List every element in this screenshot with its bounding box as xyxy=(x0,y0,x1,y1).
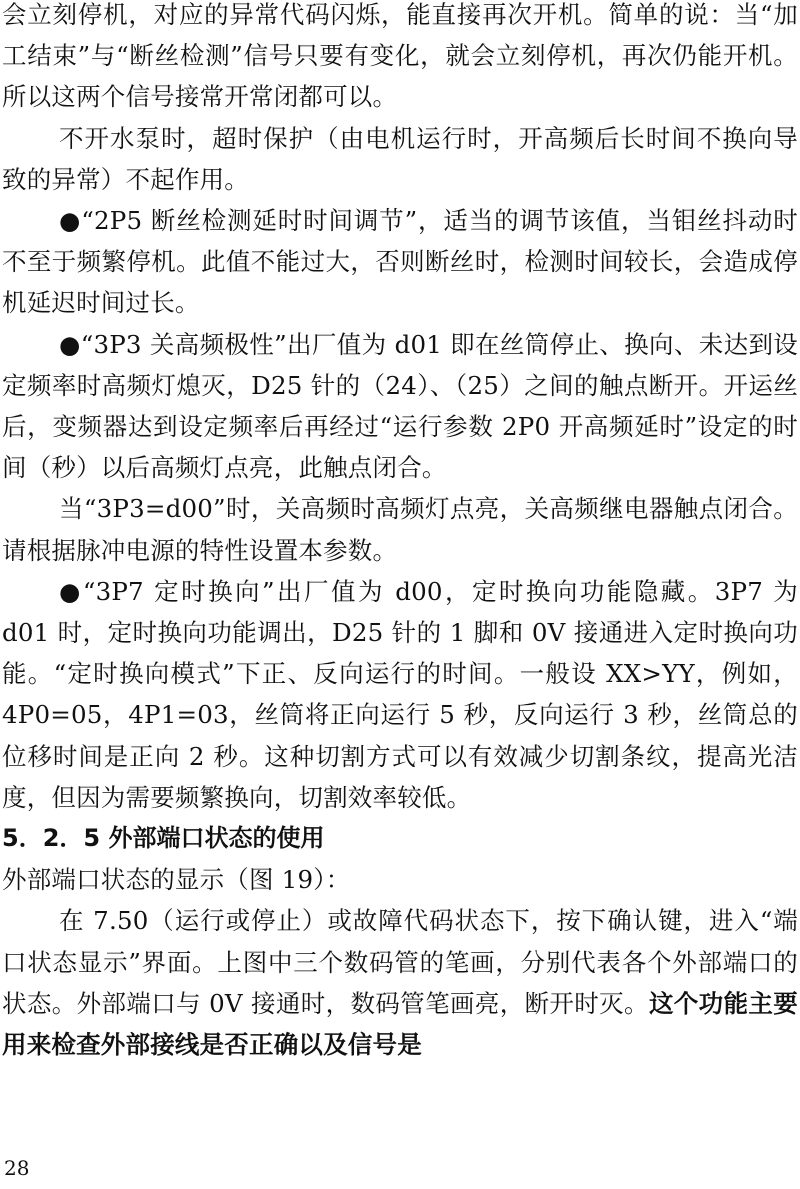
port-status-text: 在 7.50（运行或停止）或故障代码状态下，按下确认键，进入“端口状态显示”界面。上图中三个数码管的笔画，分别代表各个外部端口的状态。外部端口与 0V 接通时，数码管笔画亮，断开时灭。 xyxy=(2,906,798,1018)
paragraph-3p7-timed-reverse: ●“3P7 定时换向”出厂值为 d00，定时换向功能隐藏。3P7 为 d01 时，定时换向功能调出，D25 针的 1 脚和 0V 接通进入定时换向功能。“定时换向模式”下正、反向运行的时间。一般设 XX>YY，例如，4P0=05，4P1=03，丝筒将正向运行 5 秒，反向运行 3 秒，丝筒总的位移时间是正向 2 秒。这种切割方式可以有效减少切割条纹，提高光洁度，但因为需要频繁换向，切割效率较低。 xyxy=(2,576,798,812)
document-page xyxy=(2,0,798,1189)
paragraph-3p3-d00: 当“3P3=d00”时，关高频时高频灯点亮，关高频继电器触点闭合。请根据脉冲电源的特性设置本参数。 xyxy=(2,494,798,565)
section-heading: 5．2．5 外部端口状态的使用 xyxy=(2,824,325,853)
section-intro: 外部端口状态的显示（图 19）： xyxy=(2,865,351,895)
paragraph-continued: 会立刻停机，对应的异常代码闪烁，能直接再次开机。简单的说：当“加工结束”与“断丝检测”信号只要有变化，就会立刻停机，再次仍能开机。所以这两个信号接常开常闭都可以。 xyxy=(2,0,798,112)
paragraph-2p5-wire-break-delay: ●“2P5 断丝检测延时时间调节”，适当的调节该值，当钼丝抖动时不至于频繁停机。此值不能过大，否则断丝时，检测时间较长，会造成停机延迟时间过长。 xyxy=(2,206,798,318)
paragraph-port-status xyxy=(2,900,798,1065)
port-status-bold-text: 这个功能主要用来检查外部接线是否正确以及信号是 xyxy=(2,988,798,1060)
page-number: 28 xyxy=(4,1156,30,1180)
paragraph-3p3-hf-polarity: ●“3P3 关高频极性”出厂值为 d01 即在丝筒停止、换向、未达到设定频率时高频灯熄灭，D25 针的（24）、（25）之间的触点断开。开运丝后，变频器达到设定频率后再经过“运行参数 2P0 开高频延时”设定的时间（秒）以后高频灯点亮，此触点闭合。 xyxy=(2,329,798,483)
paragraph-pump-note: 不开水泵时，超时保护（由电机运行时，开高频后长时间不换向导致的异常）不起作用。 xyxy=(2,123,798,194)
